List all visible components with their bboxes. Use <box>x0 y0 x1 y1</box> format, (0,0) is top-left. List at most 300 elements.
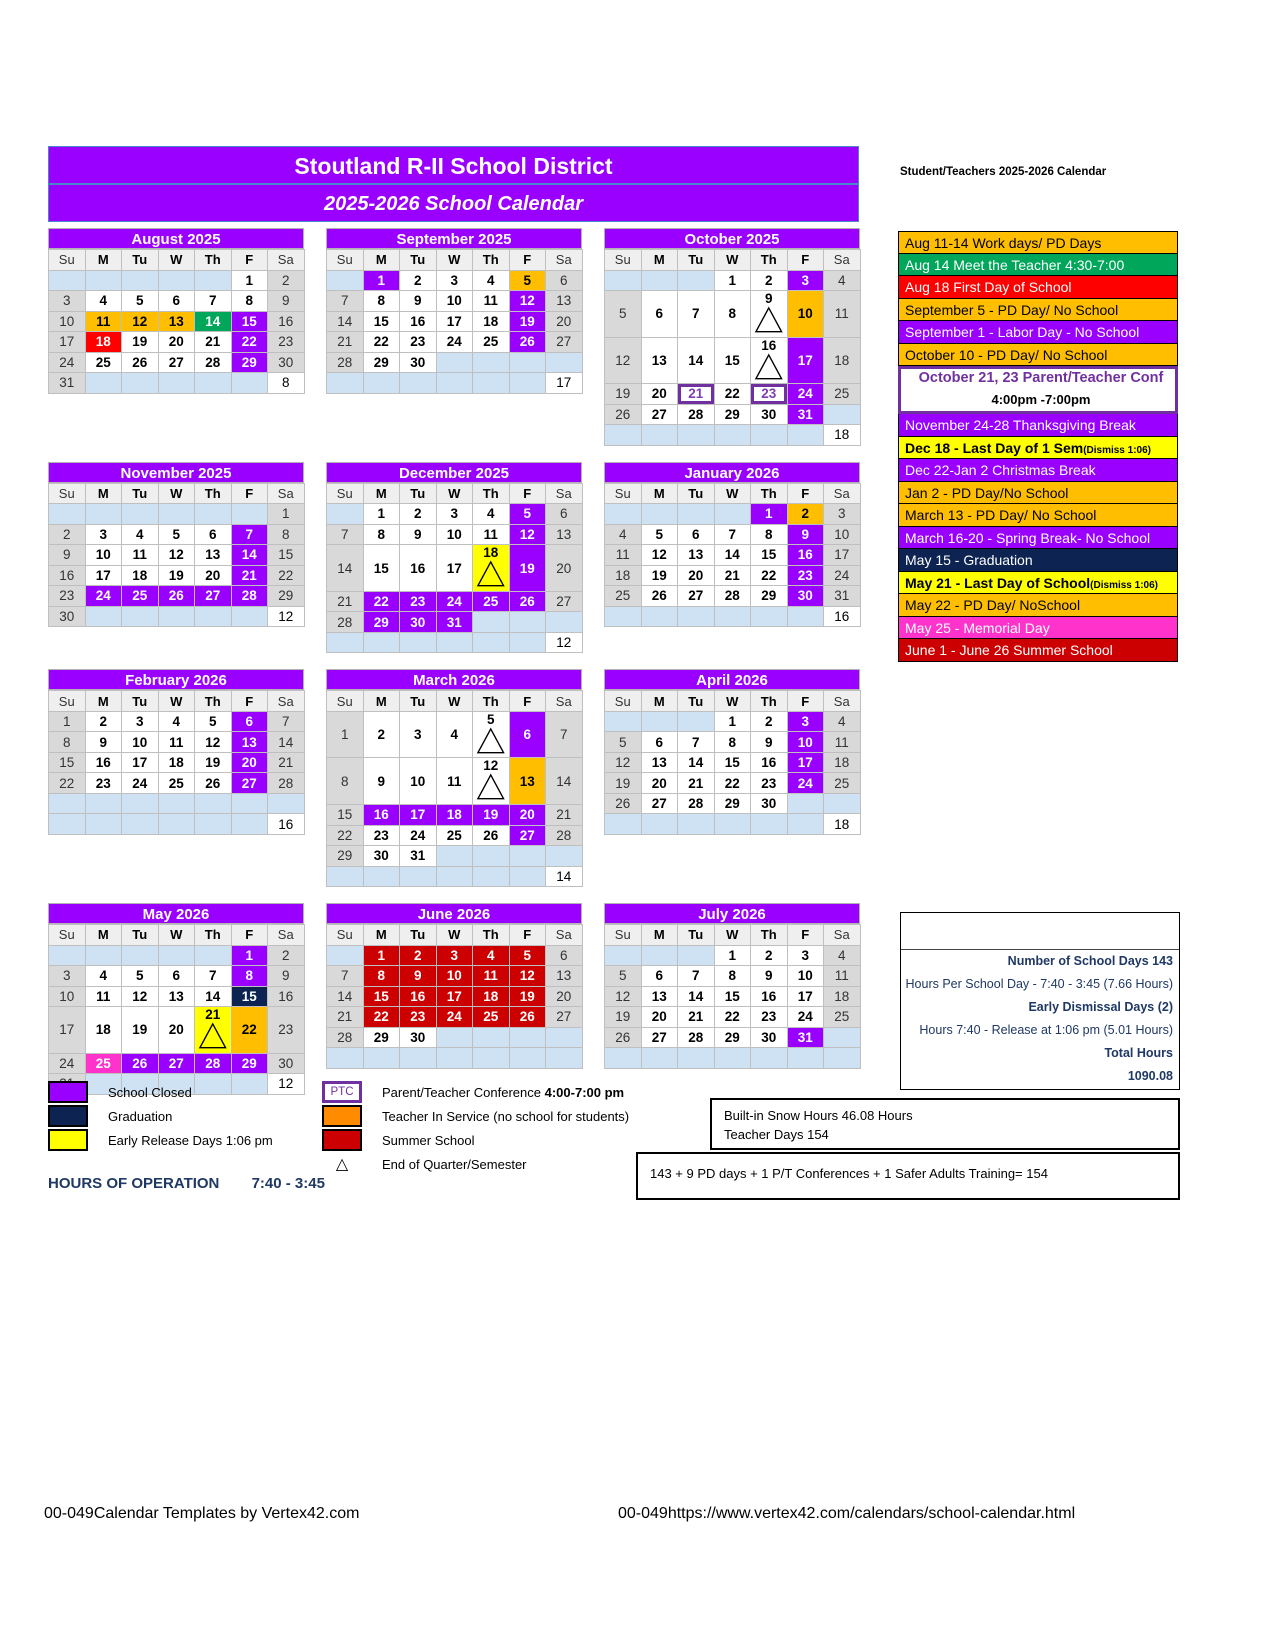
day-cell[interactable]: 6 <box>509 711 546 758</box>
day-cell[interactable]: 27 <box>509 825 546 846</box>
day-cell[interactable]: 31 <box>787 404 824 425</box>
day-cell[interactable]: 13 <box>158 986 195 1007</box>
day-cell[interactable]: 19 <box>158 565 195 586</box>
day-cell[interactable]: 12 <box>509 524 546 545</box>
day-cell[interactable]: 7 <box>546 711 583 758</box>
day-cell[interactable]: 6 <box>195 524 232 545</box>
day-cell[interactable]: 8 <box>268 524 305 545</box>
day-cell[interactable]: 16 <box>268 311 305 332</box>
day-cell[interactable]: 19 <box>473 805 510 826</box>
day-cell[interactable]: 2 <box>751 711 788 732</box>
day-cell[interactable]: 15 <box>231 986 268 1007</box>
day-cell[interactable]: 3 <box>787 270 824 291</box>
day-cell[interactable]: 23 <box>49 586 86 607</box>
day-cell[interactable]: 6 <box>546 945 583 966</box>
day-cell[interactable]: 26 <box>509 332 546 353</box>
day-cell[interactable]: 27 <box>641 1027 678 1048</box>
day-cell[interactable]: 11 <box>473 291 510 312</box>
day-cell[interactable]: 29 <box>363 352 400 373</box>
day-cell[interactable]: 7 <box>714 524 751 545</box>
day-cell[interactable]: 16 <box>751 337 788 384</box>
day-cell[interactable]: 18 <box>473 311 510 332</box>
day-cell[interactable]: 21 <box>678 773 715 794</box>
day-cell[interactable]: 1 <box>327 711 364 758</box>
day-cell[interactable]: 14 <box>327 545 364 592</box>
day-cell[interactable]: 1 <box>714 270 751 291</box>
day-cell[interactable]: 24 <box>824 565 861 586</box>
day-cell[interactable]: 24 <box>49 352 86 373</box>
day-cell[interactable]: 28 <box>714 586 751 607</box>
day-cell[interactable]: 31 <box>787 1027 824 1048</box>
day-cell[interactable]: 15 <box>751 545 788 566</box>
day-cell[interactable]: 9 <box>49 545 86 566</box>
day-cell[interactable]: 29 <box>327 846 364 867</box>
day-cell[interactable]: 19 <box>605 773 642 794</box>
day-cell[interactable]: 12 <box>605 752 642 773</box>
day-cell[interactable]: 4 <box>158 711 195 732</box>
day-cell[interactable]: 24 <box>85 586 122 607</box>
day-cell[interactable]: 1 <box>714 711 751 732</box>
day-cell[interactable]: 9 <box>85 732 122 753</box>
day-cell[interactable]: 28 <box>195 1053 232 1074</box>
day-cell[interactable]: 7 <box>678 732 715 753</box>
day-cell[interactable]: 30 <box>400 352 437 373</box>
day-cell[interactable]: 22 <box>268 565 305 586</box>
day-cell[interactable]: 22 <box>714 384 751 405</box>
day-cell[interactable]: 6 <box>641 291 678 338</box>
day-cell[interactable]: 9 <box>751 732 788 753</box>
day-cell[interactable]: 2 <box>85 711 122 732</box>
day-cell[interactable]: 18 <box>473 986 510 1007</box>
day-cell[interactable]: 23 <box>751 1007 788 1028</box>
day-cell[interactable]: 31 <box>824 586 861 607</box>
day-cell[interactable]: 31 <box>400 846 437 867</box>
day-cell[interactable]: 10 <box>787 732 824 753</box>
day-cell[interactable]: 24 <box>787 1007 824 1028</box>
day-cell[interactable]: 3 <box>787 711 824 732</box>
day-cell[interactable]: 14 <box>327 986 364 1007</box>
day-cell[interactable]: 5 <box>605 732 642 753</box>
day-cell[interactable]: 6 <box>158 966 195 987</box>
day-cell[interactable]: 21 <box>231 565 268 586</box>
day-cell[interactable]: 14 <box>195 311 232 332</box>
day-cell[interactable]: 20 <box>231 752 268 773</box>
day-cell[interactable]: 30 <box>751 1027 788 1048</box>
day-cell[interactable]: 20 <box>546 986 583 1007</box>
day-cell[interactable]: 28 <box>268 773 305 794</box>
day-cell[interactable]: 2 <box>787 504 824 525</box>
day-cell[interactable]: 25 <box>824 1007 861 1028</box>
day-cell[interactable]: 21 <box>714 565 751 586</box>
day-cell[interactable]: 13 <box>158 311 195 332</box>
day-cell[interactable]: 29 <box>714 793 751 814</box>
day-cell[interactable]: 24 <box>436 591 473 612</box>
day-cell[interactable]: 21 <box>327 332 364 353</box>
day-cell[interactable]: 4 <box>824 270 861 291</box>
day-cell[interactable]: 27 <box>546 332 583 353</box>
day-cell[interactable]: 7 <box>195 291 232 312</box>
day-cell[interactable]: 6 <box>546 504 583 525</box>
day-cell[interactable]: 30 <box>751 404 788 425</box>
day-cell[interactable]: 25 <box>436 825 473 846</box>
day-cell[interactable]: 22 <box>49 773 86 794</box>
day-cell[interactable]: 29 <box>268 586 305 607</box>
day-cell[interactable]: 5 <box>605 966 642 987</box>
day-cell[interactable]: 18 <box>473 545 510 592</box>
day-cell[interactable]: 14 <box>678 337 715 384</box>
day-cell[interactable]: 11 <box>122 545 159 566</box>
day-cell[interactable]: 15 <box>714 986 751 1007</box>
day-cell[interactable]: 12 <box>605 986 642 1007</box>
day-cell[interactable]: 27 <box>158 1053 195 1074</box>
day-cell[interactable]: 14 <box>546 758 583 805</box>
day-cell[interactable]: 29 <box>363 1027 400 1048</box>
day-cell[interactable]: 4 <box>473 504 510 525</box>
day-cell[interactable]: 8 <box>363 966 400 987</box>
day-cell[interactable]: 16 <box>268 986 305 1007</box>
day-cell[interactable]: 30 <box>49 606 86 627</box>
day-cell[interactable]: 13 <box>641 986 678 1007</box>
day-cell[interactable]: 13 <box>546 291 583 312</box>
day-cell[interactable]: 17 <box>787 337 824 384</box>
day-cell[interactable]: 26 <box>158 586 195 607</box>
day-cell[interactable]: 20 <box>509 805 546 826</box>
day-cell[interactable]: 25 <box>473 591 510 612</box>
day-cell[interactable]: 7 <box>231 524 268 545</box>
day-cell[interactable]: 10 <box>49 311 86 332</box>
day-cell[interactable]: 15 <box>714 337 751 384</box>
day-cell[interactable]: 23 <box>268 1007 305 1054</box>
day-cell[interactable]: 10 <box>85 545 122 566</box>
day-cell[interactable]: 23 <box>268 332 305 353</box>
day-cell[interactable]: 17 <box>400 805 437 826</box>
day-cell[interactable]: 14 <box>678 752 715 773</box>
day-cell[interactable]: 17 <box>85 565 122 586</box>
day-cell[interactable]: 3 <box>787 945 824 966</box>
day-cell[interactable]: 8 <box>714 966 751 987</box>
day-cell[interactable]: 27 <box>195 586 232 607</box>
day-cell[interactable]: 2 <box>400 945 437 966</box>
day-cell[interactable]: 15 <box>363 311 400 332</box>
day-cell[interactable]: 22 <box>363 1007 400 1028</box>
day-cell[interactable]: 26 <box>473 825 510 846</box>
day-cell[interactable]: 3 <box>85 524 122 545</box>
day-cell[interactable]: 16 <box>751 752 788 773</box>
day-cell[interactable]: 16 <box>363 805 400 826</box>
day-cell[interactable]: 31 <box>49 373 86 394</box>
day-cell[interactable]: 23 <box>400 591 437 612</box>
day-cell[interactable]: 30 <box>400 612 437 633</box>
day-cell[interactable]: 10 <box>436 966 473 987</box>
day-cell[interactable]: 19 <box>509 545 546 592</box>
day-cell[interactable]: 2 <box>400 504 437 525</box>
day-cell[interactable]: 14 <box>231 545 268 566</box>
day-cell[interactable]: 19 <box>605 384 642 405</box>
day-cell[interactable]: 26 <box>509 591 546 612</box>
day-cell[interactable]: 29 <box>714 404 751 425</box>
day-cell[interactable]: 18 <box>158 752 195 773</box>
day-cell[interactable]: 11 <box>85 311 122 332</box>
day-cell[interactable]: 26 <box>605 404 642 425</box>
day-cell[interactable]: 30 <box>787 586 824 607</box>
day-cell[interactable]: 30 <box>751 793 788 814</box>
day-cell[interactable]: 2 <box>363 711 400 758</box>
day-cell[interactable]: 17 <box>436 311 473 332</box>
day-cell[interactable]: 6 <box>158 291 195 312</box>
day-cell[interactable]: 4 <box>85 291 122 312</box>
day-cell[interactable]: 13 <box>678 545 715 566</box>
day-cell[interactable]: 11 <box>824 966 861 987</box>
day-cell[interactable]: 18 <box>824 752 861 773</box>
day-cell[interactable]: 8 <box>363 291 400 312</box>
day-cell[interactable]: 7 <box>327 524 364 545</box>
day-cell[interactable]: 27 <box>546 1007 583 1028</box>
day-cell[interactable]: 10 <box>787 291 824 338</box>
day-cell[interactable]: 14 <box>327 311 364 332</box>
day-cell[interactable]: 4 <box>473 270 510 291</box>
day-cell[interactable]: 5 <box>122 291 159 312</box>
day-cell[interactable]: 23 <box>787 565 824 586</box>
day-cell[interactable]: 6 <box>546 270 583 291</box>
day-cell[interactable]: 1 <box>363 945 400 966</box>
day-cell[interactable]: 11 <box>824 732 861 753</box>
day-cell[interactable]: 12 <box>509 291 546 312</box>
day-cell[interactable]: 16 <box>400 986 437 1007</box>
day-cell[interactable]: 25 <box>122 586 159 607</box>
day-cell[interactable]: 8 <box>327 758 364 805</box>
day-cell[interactable]: 6 <box>231 711 268 732</box>
day-cell[interactable]: 25 <box>605 586 642 607</box>
day-cell[interactable]: 17 <box>787 986 824 1007</box>
day-cell[interactable]: 4 <box>605 524 642 545</box>
day-cell[interactable]: 30 <box>400 1027 437 1048</box>
day-cell[interactable]: 16 <box>751 986 788 1007</box>
day-cell[interactable]: 10 <box>122 732 159 753</box>
day-cell[interactable]: 1 <box>363 504 400 525</box>
day-cell[interactable]: 7 <box>327 966 364 987</box>
day-cell[interactable]: 27 <box>678 586 715 607</box>
day-cell[interactable]: 23 <box>400 332 437 353</box>
day-cell[interactable]: 24 <box>787 384 824 405</box>
day-cell[interactable]: 27 <box>641 404 678 425</box>
day-cell[interactable]: 28 <box>327 612 364 633</box>
day-cell[interactable]: 4 <box>824 945 861 966</box>
day-cell[interactable]: 3 <box>400 711 437 758</box>
day-cell[interactable]: 8 <box>231 291 268 312</box>
day-cell[interactable]: 23 <box>363 825 400 846</box>
day-cell[interactable]: 21 <box>327 1007 364 1028</box>
day-cell[interactable]: 30 <box>363 846 400 867</box>
day-cell[interactable]: 2 <box>400 270 437 291</box>
day-cell[interactable]: 3 <box>122 711 159 732</box>
day-cell[interactable]: 10 <box>824 524 861 545</box>
day-cell[interactable]: 27 <box>641 793 678 814</box>
day-cell[interactable]: 18 <box>824 986 861 1007</box>
day-cell[interactable]: 2 <box>49 524 86 545</box>
day-cell[interactable]: 8 <box>49 732 86 753</box>
day-cell[interactable]: 12 <box>509 966 546 987</box>
day-cell[interactable]: 11 <box>824 291 861 338</box>
day-cell[interactable]: 20 <box>678 565 715 586</box>
day-cell[interactable]: 12 <box>195 732 232 753</box>
day-cell[interactable]: 14 <box>678 986 715 1007</box>
day-cell[interactable]: 28 <box>231 586 268 607</box>
day-cell[interactable]: 5 <box>641 524 678 545</box>
day-cell[interactable]: 25 <box>473 332 510 353</box>
day-cell[interactable]: 24 <box>400 825 437 846</box>
day-cell[interactable]: 27 <box>546 591 583 612</box>
day-cell[interactable]: 6 <box>641 732 678 753</box>
day-cell[interactable]: 18 <box>122 565 159 586</box>
day-cell[interactable]: 9 <box>268 966 305 987</box>
day-cell[interactable]: 3 <box>824 504 861 525</box>
day-cell[interactable]: 21 <box>678 1007 715 1028</box>
day-cell[interactable]: 20 <box>641 384 678 405</box>
day-cell[interactable]: 23 <box>400 1007 437 1028</box>
day-cell[interactable]: 9 <box>751 966 788 987</box>
day-cell[interactable]: 4 <box>436 711 473 758</box>
day-cell[interactable]: 15 <box>363 545 400 592</box>
day-cell[interactable]: 4 <box>122 524 159 545</box>
day-cell[interactable]: 26 <box>195 773 232 794</box>
day-cell[interactable]: 25 <box>85 352 122 373</box>
day-cell[interactable]: 23 <box>85 773 122 794</box>
day-cell[interactable]: 9 <box>400 524 437 545</box>
day-cell[interactable]: 9 <box>363 758 400 805</box>
day-cell[interactable]: 18 <box>436 805 473 826</box>
day-cell[interactable]: 14 <box>268 732 305 753</box>
day-cell[interactable]: 13 <box>231 732 268 753</box>
day-cell[interactable]: 10 <box>400 758 437 805</box>
day-cell[interactable]: 15 <box>714 752 751 773</box>
day-cell[interactable]: 28 <box>678 1027 715 1048</box>
day-cell[interactable]: 22 <box>231 1007 268 1054</box>
day-cell[interactable]: 4 <box>85 966 122 987</box>
day-cell[interactable]: 24 <box>122 773 159 794</box>
day-cell[interactable]: 3 <box>436 270 473 291</box>
day-cell[interactable]: 5 <box>509 945 546 966</box>
day-cell[interactable]: 28 <box>546 825 583 846</box>
day-cell[interactable]: 24 <box>436 1007 473 1028</box>
day-cell[interactable]: 22 <box>363 332 400 353</box>
day-cell[interactable]: 22 <box>363 591 400 612</box>
day-cell[interactable]: 6 <box>641 966 678 987</box>
day-cell[interactable]: 13 <box>509 758 546 805</box>
day-cell[interactable]: 11 <box>85 986 122 1007</box>
day-cell[interactable]: 14 <box>195 986 232 1007</box>
day-cell[interactable]: 20 <box>641 1007 678 1028</box>
day-cell[interactable]: 17 <box>824 545 861 566</box>
day-cell[interactable]: 17 <box>436 545 473 592</box>
day-cell[interactable]: 26 <box>605 793 642 814</box>
day-cell[interactable]: 5 <box>473 711 510 758</box>
day-cell[interactable]: 3 <box>49 291 86 312</box>
day-cell[interactable]: 29 <box>231 1053 268 1074</box>
day-cell[interactable]: 11 <box>605 545 642 566</box>
day-cell[interactable]: 5 <box>122 966 159 987</box>
day-cell[interactable]: 22 <box>714 1007 751 1028</box>
day-cell[interactable]: 10 <box>49 986 86 1007</box>
day-cell[interactable]: 3 <box>49 966 86 987</box>
day-cell[interactable]: 3 <box>436 945 473 966</box>
day-cell[interactable]: 22 <box>751 565 788 586</box>
day-cell[interactable]: 24 <box>436 332 473 353</box>
day-cell[interactable]: 18 <box>605 565 642 586</box>
day-cell[interactable]: 27 <box>158 352 195 373</box>
day-cell[interactable]: 5 <box>509 504 546 525</box>
day-cell[interactable]: 17 <box>49 1007 86 1054</box>
day-cell[interactable]: 10 <box>436 524 473 545</box>
day-cell[interactable]: 19 <box>509 986 546 1007</box>
day-cell[interactable]: 15 <box>327 805 364 826</box>
day-cell[interactable]: 19 <box>605 1007 642 1028</box>
day-cell[interactable]: 25 <box>158 773 195 794</box>
day-cell[interactable]: 2 <box>751 945 788 966</box>
day-cell[interactable]: 14 <box>714 545 751 566</box>
day-cell[interactable]: 20 <box>158 332 195 353</box>
day-cell[interactable]: 25 <box>824 773 861 794</box>
day-cell[interactable]: 9 <box>787 524 824 545</box>
day-cell[interactable]: 2 <box>268 270 305 291</box>
day-cell[interactable]: 9 <box>268 291 305 312</box>
day-cell[interactable]: 18 <box>85 332 122 353</box>
day-cell[interactable]: 22 <box>327 825 364 846</box>
day-cell[interactable]: 12 <box>158 545 195 566</box>
day-cell[interactable]: 10 <box>787 966 824 987</box>
day-cell[interactable]: 13 <box>546 966 583 987</box>
day-cell[interactable]: 7 <box>268 711 305 732</box>
day-cell[interactable]: 25 <box>824 384 861 405</box>
day-cell[interactable]: 28 <box>327 352 364 373</box>
day-cell[interactable]: 23 <box>751 384 788 405</box>
day-cell[interactable]: 30 <box>268 352 305 373</box>
day-cell[interactable]: 29 <box>714 1027 751 1048</box>
day-cell[interactable]: 16 <box>49 565 86 586</box>
day-cell[interactable]: 6 <box>678 524 715 545</box>
day-cell[interactable]: 11 <box>473 966 510 987</box>
day-cell[interactable]: 4 <box>473 945 510 966</box>
day-cell[interactable]: 20 <box>546 311 583 332</box>
day-cell[interactable]: 5 <box>509 270 546 291</box>
day-cell[interactable]: 26 <box>605 1027 642 1048</box>
day-cell[interactable]: 2 <box>268 945 305 966</box>
day-cell[interactable]: 8 <box>751 524 788 545</box>
day-cell[interactable]: 7 <box>678 291 715 338</box>
day-cell[interactable]: 8 <box>363 524 400 545</box>
day-cell[interactable]: 13 <box>195 545 232 566</box>
day-cell[interactable]: 9 <box>751 291 788 338</box>
day-cell[interactable]: 1 <box>231 945 268 966</box>
day-cell[interactable]: 11 <box>473 524 510 545</box>
day-cell[interactable]: 8 <box>231 966 268 987</box>
day-cell[interactable]: 15 <box>268 545 305 566</box>
day-cell[interactable]: 28 <box>327 1027 364 1048</box>
day-cell[interactable]: 22 <box>231 332 268 353</box>
day-cell[interactable]: 1 <box>49 711 86 732</box>
day-cell[interactable]: 20 <box>158 1007 195 1054</box>
day-cell[interactable]: 1 <box>268 504 305 525</box>
day-cell[interactable]: 21 <box>327 591 364 612</box>
day-cell[interactable]: 17 <box>787 752 824 773</box>
day-cell[interactable]: 16 <box>85 752 122 773</box>
day-cell[interactable]: 9 <box>400 966 437 987</box>
day-cell[interactable]: 5 <box>605 291 642 338</box>
day-cell[interactable]: 19 <box>509 311 546 332</box>
day-cell[interactable]: 30 <box>268 1053 305 1074</box>
day-cell[interactable]: 7 <box>678 966 715 987</box>
day-cell[interactable]: 2 <box>751 270 788 291</box>
day-cell[interactable]: 1 <box>714 945 751 966</box>
